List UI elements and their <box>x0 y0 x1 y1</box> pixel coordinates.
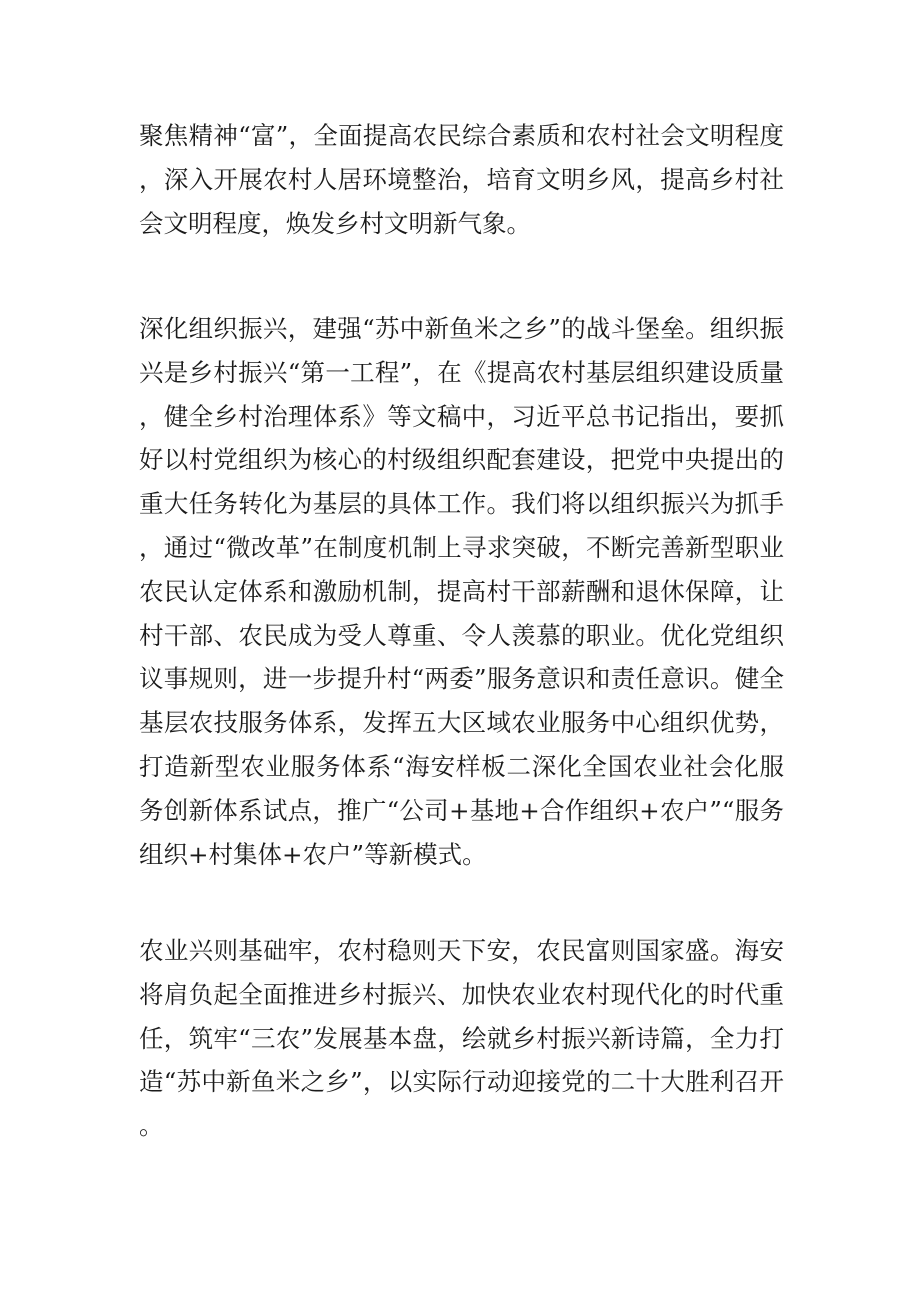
paragraph-spiritual-wealth: 聚焦精神“富”，全面提高农民综合素质和农村社会文明程度，深入开展农村人居环境整治，培育文明乡风，提高乡村社会文明程度，焕发乡村文明新气象。 <box>139 121 784 238</box>
paragraph-conclusion: 农业兴则基础牢，农村稳则天下安，农民富则国家盛。海安将肩负起全面推进乡村振兴、加快农业农村现代化的时代重任，筑牢“三农”发展基本盘，绘就乡村振兴新诗篇，全力打造“苏中新鱼米之乡”，以实际行动迎接党的二十大胜利召开。 <box>139 936 784 1141</box>
paragraph-organizational-revitalization: 深化组织振兴，建强“苏中新鱼米之乡”的战斗堡垒。组织振兴是乡村振兴“第一工程”，在《提高农村基层组织建设质量，健全乡村治理体系》等文稿中，习近平总书记指出，要抓好以村党组织为核心的村级组织配套建设，把党中央提出的重大任务转化为基层的具体工作。我们将以组织振兴为抓手，通过“微改革”在制度机制上寻求突破，不断完善新型职业农民认定体系和激励机制，提高村干部薪酬和退休保障，让村干部、农民成为受人尊重、令人羡慕的职业。优化党组织议事规则，进一步提升村“两委”服务意识和责任意识。健全基层农技服务体系，发挥五大区域农业服务中心组织优势，打造新型农业服务体系“海安样板二深化全国农业社会化服务创新体系试点，推广“公司+基地+合作组织+农户”“服务组织+村集体+农户”等新模式。 <box>139 314 784 869</box>
